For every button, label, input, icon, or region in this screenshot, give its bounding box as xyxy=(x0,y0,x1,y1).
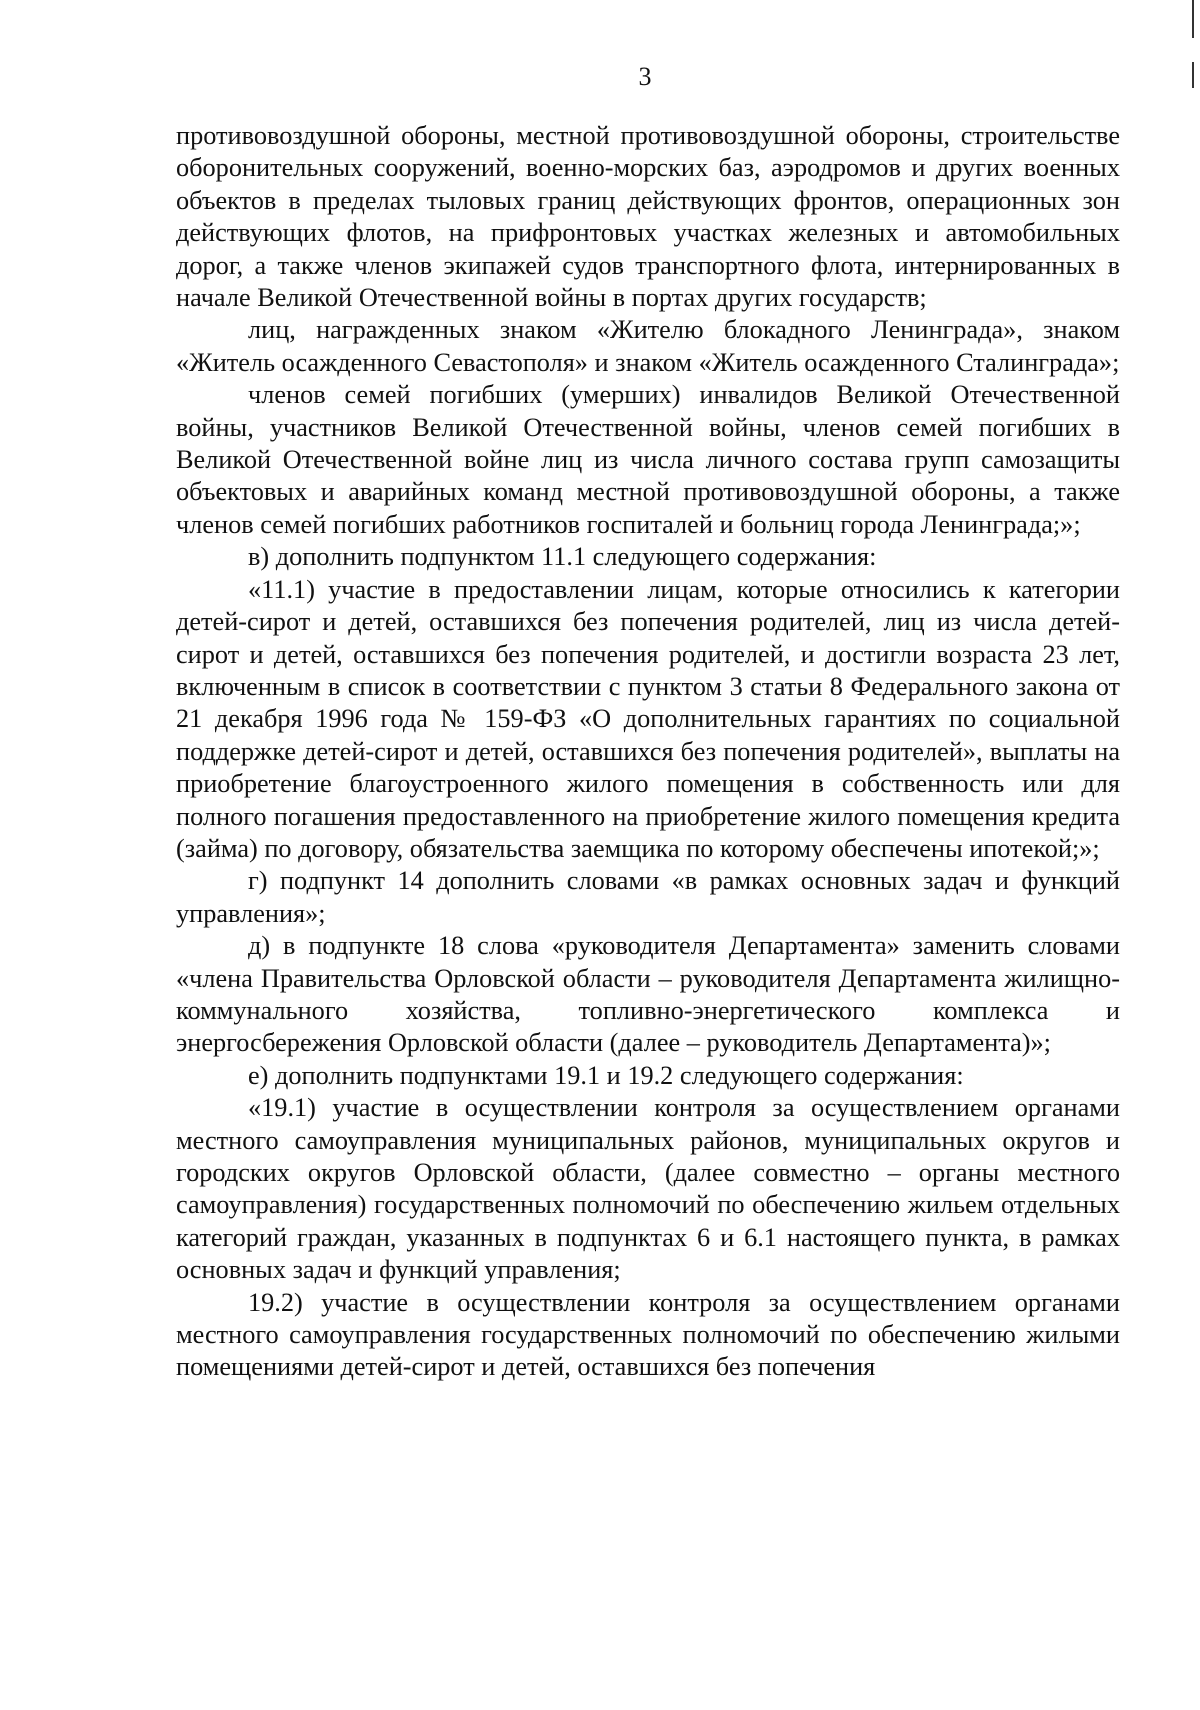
paragraph: д) в подпункте 18 слова «руководителя Департамента» заменить словами «члена Правительства Орловской области – руководителя Департамента жилищно-коммунального хозяйства, топливно-энергетического комплекса и энергосбережения Орловской области (далее – руководитель Департамента)»; xyxy=(176,931,1120,1058)
paragraph: е) дополнить подпунктами 19.1 и 19.2 следующего содержания: xyxy=(248,1060,964,1090)
paragraph: в) дополнить подпунктом 11.1 следующего содержания: xyxy=(248,542,877,572)
page-number: 3 xyxy=(638,62,652,91)
scan-edge-mark xyxy=(1192,0,1194,38)
document-body xyxy=(176,120,1120,1384)
paragraph: членов семей погибших (умерших) инвалидов Великой Отечественной войны, участников Великой Отечественной войны, членов семей погибших в Великой Отечественной войне лиц из числа личного состава групп самозащиты объектовых и аварийных команд местной противовоздушной обороны, а также членов семей погибших работников госпиталей и больниц города Ленинграда;»; xyxy=(176,380,1120,539)
paragraph: «11.1) участие в предоставлении лицам, которые относились к категории детей-сирот и детей, оставшихся без попечения родителей, лиц из числа детей-сирот и детей, оставшихся без попечения родителей, и достигли возраста 23 лет, включенным в список в соответствии с пунктом 3 статьи 8 Федерального закона от 21 декабря 1996 года № 159-ФЗ «О дополнительных гарантиях по социальной поддержке детей-сирот и детей, оставшихся без попечения родителей», выплаты на приобретение благоустроенного жилого помещения в собственность или для полного погашения предоставленного на приобретение жилого помещения кредита (займа) по договору, обязательства заемщика по которому обеспечены ипотекой;»; xyxy=(176,574,1120,863)
paragraph: лиц, награжденных знаком «Жителю блокадного Ленинграда», знаком «Житель осажденного Севастополя» и знаком «Житель осажденного Сталинграда»; xyxy=(176,315,1120,377)
paragraph: г) подпункт 14 дополнить словами «в рамках основных задач и функций управления»; xyxy=(176,866,1120,928)
paragraph: противовоздушной обороны, местной противовоздушной обороны, строительстве оборонительных сооружений, военно-морских баз, аэродромов и других военных объектов в пределах тыловых границ действующих фронтов, операционных зон действующих флотов, на прифронтовых участках железных и автомобильных дорог, а также членов экипажей судов транспортного флота, интернированных в начале Великой Отечественной войны в портах других государств; xyxy=(176,121,1120,313)
paragraph: «19.1) участие в осуществлении контроля за осуществлением органами местного самоуправления муниципальных районов, муниципальных округов и городских округов Орловской области, (далее совместно – органы местного самоуправления) государственных полномочий по обеспечению жильем отдельных категорий граждан, указанных в подпунктах 6 и 6.1 настоящего пункта, в рамках основных задач и функций управления; xyxy=(176,1093,1120,1285)
paragraph: 19.2) участие в осуществлении контроля за осуществлением органами местного самоуправления государственных полномочий по обеспечению жилыми помещениями детей-сирот и детей, оставшихся без попечения xyxy=(176,1287,1120,1382)
